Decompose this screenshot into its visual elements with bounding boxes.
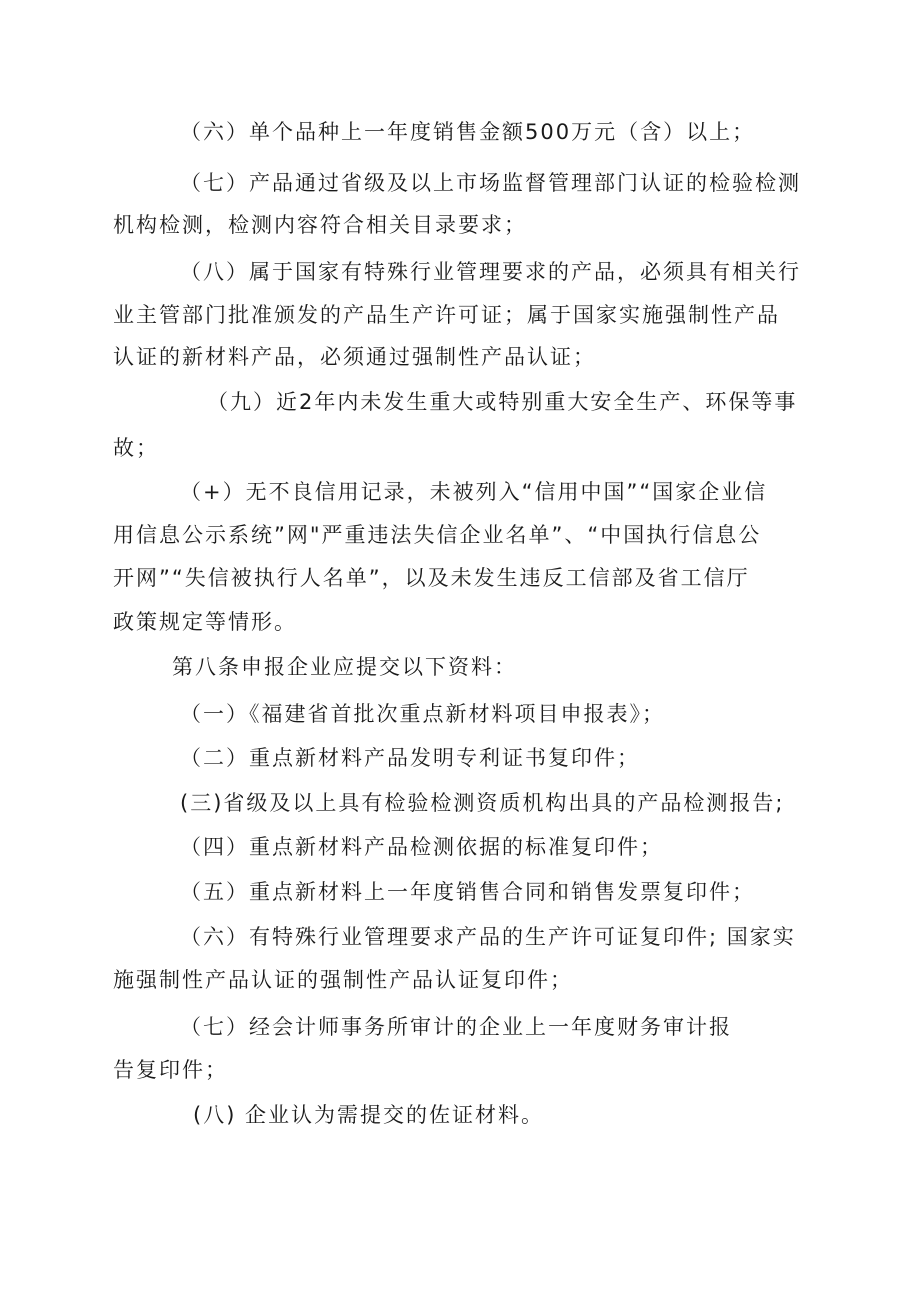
text-line-20: 施强制性产品认证的强制性产品认证复印件； [113, 968, 573, 992]
text-line-22: 告复印件； [113, 1058, 228, 1082]
text-line-14: （一）《福建省首批次重点新材料项目申报表》； [180, 702, 665, 726]
text-line-18: （五）重点新材料上一年度销售合同和销售发票复印件； [180, 880, 755, 904]
text-line-2: （七）产品通过省级及以上市场监督管理部门认证的检验检测 [180, 171, 801, 195]
text-line-19: （六）有特殊行业管理要求产品的生产许可证复印件; 国家实 [180, 925, 796, 949]
text-line-13: 第八条申报企业应提交以下资料： [172, 655, 517, 679]
text-line-15: （二）重点新材料产品发明专利证书复印件； [180, 746, 640, 770]
text-line-17: （四）重点新材料产品检测依据的标准复印件； [180, 835, 663, 859]
text-line-16: (三)省级及以上具有检验检测资质机构出具的产品检测报告; [180, 791, 785, 815]
text-line-12: 政策规定等情形。 [113, 610, 297, 634]
text-line-1: （六）单个品种上一年度销售金额500万元（含）以上； [180, 120, 756, 144]
text-line-5: 业主管部门批准颁发的产品生产许可证；属于国家实施强制性产品 [113, 303, 780, 327]
text-line-7: （九）近2年内未发生重大或特别重大安全生产、环保等事 [207, 390, 798, 414]
text-line-10: 用信息公示系统”网"严重违法失信企业名单”、“中国执行信息公 [113, 523, 762, 547]
text-line-6: 认证的新材料产品，必须通过强制性产品认证； [113, 345, 596, 369]
text-line-4: （八）属于国家有特殊行业管理要求的产品，必须具有相关行 [180, 260, 801, 284]
text-line-21: （七）经会计师事务所审计的企业上一年度财务审计报 [180, 1015, 732, 1039]
text-line-9: （+）无不良信用记录，未被列入“信用中国”“国家企业信 [180, 480, 768, 504]
text-line-11: 开网”“失信被执行人名单”，以及未发生违反工信部及省工信厅 [113, 566, 750, 590]
text-line-23: (八) 企业认为需提交的佐证材料。 [193, 1103, 545, 1127]
text-line-8: 故； [113, 436, 159, 460]
text-line-3: 机构检测，检测内容符合相关目录要求； [113, 213, 527, 237]
